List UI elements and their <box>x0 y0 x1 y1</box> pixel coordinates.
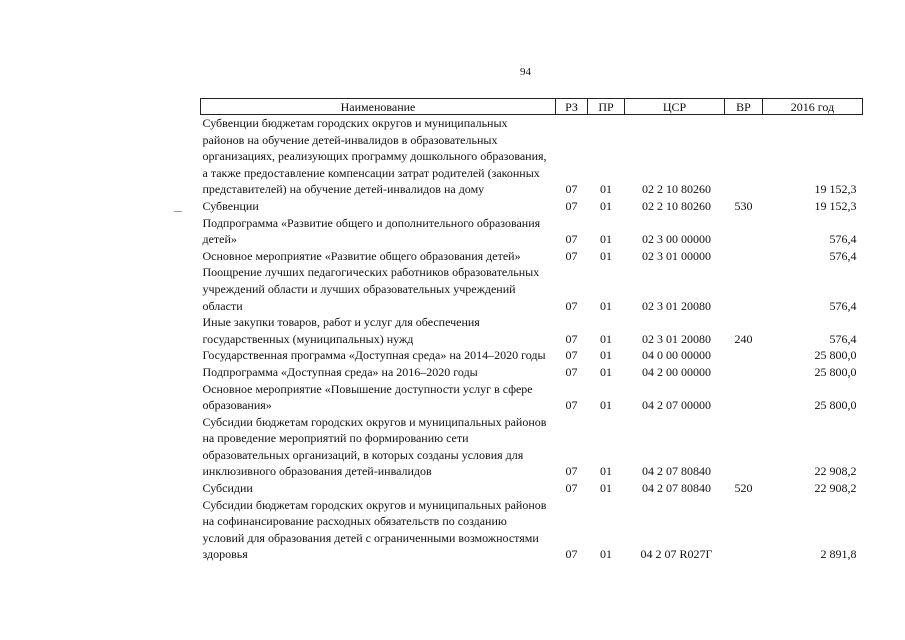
row-csr: 04 2 07 80840 <box>642 481 711 496</box>
row-sum: 19 152,3 <box>814 198 857 213</box>
row-csr: 04 2 07 00000 <box>642 398 711 413</box>
row-csr: 04 2 00 00000 <box>642 364 711 379</box>
scan-artifact <box>174 211 182 212</box>
row-name: Государственная программа «Доступная среда» на 2014–2020 годы <box>202 348 546 363</box>
row-pr: 01 <box>600 232 612 247</box>
table-body <box>201 115 863 564</box>
row-vr <box>725 347 763 364</box>
row-sum: 25 800,0 <box>814 348 857 363</box>
row-pr: 01 <box>600 182 612 197</box>
row-vr <box>725 414 763 480</box>
row-pr: 01 <box>600 331 612 346</box>
row-name: Субвенции <box>202 198 259 213</box>
row-vr <box>725 381 763 414</box>
row-name: Субсидии бюджетам городских округов и муниципальных районов на проведение мероприятий по формированию сети образовательных организаций, в которых созданы условия для инклюзивного образования детей-инвалидов <box>202 414 547 479</box>
table-row <box>201 480 863 497</box>
row-rz: 07 <box>565 364 578 379</box>
row-pr: 01 <box>600 481 612 496</box>
row-rz: 07 <box>565 398 578 413</box>
row-sum: 22 908,2 <box>814 481 857 496</box>
row-csr: 04 2 07 R027Г <box>640 547 713 562</box>
row-vr <box>725 364 763 381</box>
row-sum: 576,4 <box>829 248 857 263</box>
row-vr <box>725 497 763 563</box>
table-row <box>201 115 863 198</box>
row-name: Подпрограмма «Доступная среда» на 2016–2020 годы <box>202 364 478 379</box>
row-name: Поощрение лучших педагогических работников образовательных учреждений области и лучших образовательных учреждений области <box>202 265 540 313</box>
row-csr: 02 3 01 20080 <box>642 331 711 346</box>
row-rz: 07 <box>565 248 578 263</box>
budget-table <box>200 98 863 563</box>
header-rz: РЗ <box>556 99 588 115</box>
table-row <box>201 198 863 215</box>
row-name: Основное мероприятие «Повышение доступности услуг в сфере образования» <box>202 381 533 413</box>
row-vr: 520 <box>734 481 753 496</box>
row-csr: 02 3 01 20080 <box>642 298 711 313</box>
row-rz: 07 <box>565 182 578 197</box>
row-sum: 576,4 <box>829 298 857 313</box>
row-sum: 2 891,8 <box>820 547 857 562</box>
row-name: Основное мероприятие «Развитие общего образования детей» <box>202 248 521 263</box>
row-csr: 02 2 10 80260 <box>642 198 711 213</box>
header-sum: 2016 год <box>763 99 863 115</box>
row-vr <box>725 264 763 314</box>
header-row <box>201 99 863 115</box>
row-rz: 07 <box>565 481 578 496</box>
table-row <box>201 414 863 480</box>
row-rz: 07 <box>565 298 578 313</box>
row-csr: 04 2 07 80840 <box>642 464 711 479</box>
row-name: Подпрограмма «Развитие общего и дополнительного образования детей» <box>202 215 541 247</box>
header-name: Наименование <box>201 99 556 115</box>
row-vr <box>725 248 763 265</box>
row-vr: 530 <box>734 198 753 213</box>
row-vr <box>725 215 763 248</box>
table-header <box>201 99 863 115</box>
row-vr: 240 <box>734 331 753 346</box>
row-name: Иные закупки товаров, работ и услуг для обеспечения государственных (муниципальных) нужд <box>202 315 480 346</box>
row-csr: 02 2 10 80260 <box>642 182 711 197</box>
table-row <box>201 248 863 265</box>
header-pr: ПР <box>588 99 625 115</box>
table-row <box>201 381 863 414</box>
table-row <box>201 314 863 347</box>
row-csr: 02 3 01 00000 <box>642 248 711 263</box>
row-rz: 07 <box>565 547 578 562</box>
row-sum: 22 908,2 <box>814 464 857 479</box>
row-sum: 576,4 <box>829 331 857 346</box>
row-csr: 02 3 00 00000 <box>642 232 711 247</box>
header-vr: ВР <box>725 99 763 115</box>
row-rz: 07 <box>565 232 578 247</box>
row-pr: 01 <box>600 547 612 562</box>
row-name: Субсидии бюджетам городских округов и муниципальных районов на софинансирование расходных обязательств по созданию условий для образования детей с ограниченными возможностями здоровья <box>202 497 547 562</box>
row-pr: 01 <box>600 298 612 313</box>
row-sum: 576,4 <box>829 232 857 247</box>
row-pr: 01 <box>600 348 612 363</box>
row-rz: 07 <box>565 331 578 346</box>
table-row <box>201 264 863 314</box>
row-pr: 01 <box>600 248 612 263</box>
table-row <box>201 497 863 563</box>
row-rz: 07 <box>565 348 578 363</box>
row-name: Субвенции бюджетам городских округов и муниципальных районов на обучение детей-инвалидов в образовательных организациях, реализующих программу дошкольного образования, а также предоставление компенсации затрат родителей (законных представителей) на обучение детей-инвалидов на дому <box>202 116 547 197</box>
row-csr: 04 0 00 00000 <box>642 348 711 363</box>
row-vr <box>725 115 763 198</box>
row-rz: 07 <box>565 198 578 213</box>
table-row <box>201 364 863 381</box>
row-rz: 07 <box>565 464 578 479</box>
row-sum: 19 152,3 <box>814 182 857 197</box>
table-row <box>201 347 863 364</box>
row-sum: 25 800,0 <box>814 398 857 413</box>
row-pr: 01 <box>600 198 612 213</box>
row-name: Субсидии <box>202 481 253 496</box>
row-sum: 25 800,0 <box>814 364 857 379</box>
row-pr: 01 <box>600 364 612 379</box>
header-csr: ЦСР <box>625 99 725 115</box>
page-number: 94 <box>520 66 531 78</box>
table-row <box>201 215 863 248</box>
row-pr: 01 <box>600 464 612 479</box>
row-pr: 01 <box>600 398 612 413</box>
